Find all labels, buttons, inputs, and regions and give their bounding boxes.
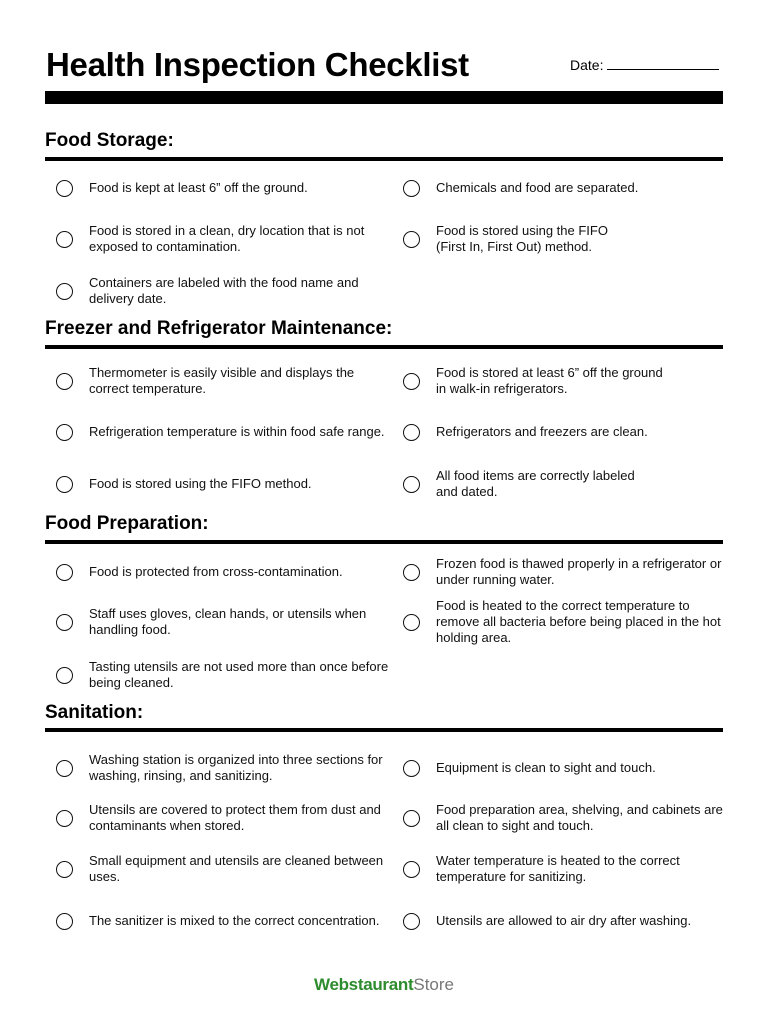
checklist-item-label: Water temperature is heated to the correct temperature for sanitizing. xyxy=(436,853,680,884)
checklist-item-label: Food is kept at least 6” off the ground. xyxy=(89,180,308,195)
checklist-item-label: Equipment is clean to sight and touch. xyxy=(436,760,656,775)
checklist-item[interactable] xyxy=(403,802,723,834)
checklist-item-label: Food is stored at least 6” off the ground in walk-in refrigerators. xyxy=(436,365,663,396)
checklist-item[interactable] xyxy=(56,606,396,638)
checklist-item[interactable] xyxy=(56,275,396,307)
title-divider-bar xyxy=(45,91,723,104)
checklist-item-label: Containers are labeled with the food name and delivery date. xyxy=(89,275,359,306)
brand-logo xyxy=(0,975,768,995)
checklist-item[interactable] xyxy=(403,423,723,441)
checkbox-circle-icon[interactable] xyxy=(56,283,73,300)
checklist-item[interactable] xyxy=(403,468,723,500)
checklist-item-label: Food is stored using the FIFO (First In, First Out) method. xyxy=(436,223,608,254)
checkbox-circle-icon[interactable] xyxy=(403,760,420,777)
date-label: Date: xyxy=(570,57,604,73)
checkbox-circle-icon[interactable] xyxy=(403,424,420,441)
checklist-item-label: Staff uses gloves, clean hands, or utensils when handling food. xyxy=(89,606,367,637)
checklist-item-label: All food items are correctly labeled and dated. xyxy=(436,468,635,499)
checkbox-circle-icon[interactable] xyxy=(403,564,420,581)
checklist-item[interactable] xyxy=(56,853,396,885)
checkbox-circle-icon[interactable] xyxy=(403,810,420,827)
checkbox-circle-icon[interactable] xyxy=(403,373,420,390)
checklist-item[interactable] xyxy=(403,365,723,397)
checklist-item[interactable] xyxy=(403,179,723,197)
section-heading: Sanitation: xyxy=(45,702,144,723)
section-rule xyxy=(45,157,723,161)
checklist-item-label: Chemicals and food are separated. xyxy=(436,180,639,195)
checklist-item-label: Refrigerators and freezers are clean. xyxy=(436,424,648,439)
checkbox-circle-icon[interactable] xyxy=(56,564,73,581)
checkbox-circle-icon[interactable] xyxy=(56,667,73,684)
checklist-item-label: Washing station is organized into three sections for washing, rinsing, and sanitizing. xyxy=(89,752,383,783)
checkbox-circle-icon[interactable] xyxy=(56,373,73,390)
checklist-item[interactable] xyxy=(403,912,723,930)
date-field[interactable] xyxy=(570,57,719,73)
checklist-item[interactable] xyxy=(403,598,723,646)
section-rule xyxy=(45,540,723,544)
section-heading: Freezer and Refrigerator Maintenance: xyxy=(45,318,393,339)
checklist-item[interactable] xyxy=(56,475,396,493)
checklist-item-label: The sanitizer is mixed to the correct concentration. xyxy=(89,913,380,928)
brand-logo-light: Store xyxy=(413,975,454,994)
checklist-item[interactable] xyxy=(56,563,396,581)
page-title: Health Inspection Checklist xyxy=(46,46,469,83)
checklist-item-label: Utensils are covered to protect them from dust and contaminants when stored. xyxy=(89,802,381,833)
checklist-item-label: Utensils are allowed to air dry after washing. xyxy=(436,913,692,928)
checkbox-circle-icon[interactable] xyxy=(56,614,73,631)
checklist-item-label: Thermometer is easily visible and displays the correct temperature. xyxy=(89,365,355,396)
date-blank-line xyxy=(607,57,719,70)
checklist-item[interactable] xyxy=(56,802,396,834)
checklist-item[interactable] xyxy=(403,556,723,588)
checkbox-circle-icon[interactable] xyxy=(403,861,420,878)
checkbox-circle-icon[interactable] xyxy=(56,424,73,441)
checkbox-circle-icon[interactable] xyxy=(403,614,420,631)
checkbox-circle-icon[interactable] xyxy=(403,913,420,930)
checklist-item[interactable] xyxy=(56,223,396,255)
checkbox-circle-icon[interactable] xyxy=(403,180,420,197)
checklist-item-label: Food is stored using the FIFO method. xyxy=(89,476,312,491)
checklist-item[interactable] xyxy=(56,912,396,930)
section-heading: Food Preparation: xyxy=(45,513,209,534)
checklist-item-label: Food is protected from cross-contamination. xyxy=(89,564,343,579)
checklist-item[interactable] xyxy=(56,423,396,441)
checkbox-circle-icon[interactable] xyxy=(56,810,73,827)
checklist-item-label: Refrigeration temperature is within food safe range. xyxy=(89,424,385,439)
checklist-item[interactable] xyxy=(56,752,396,784)
brand-logo-bold: Webstaurant xyxy=(314,975,414,994)
checklist-item-label: Frozen food is thawed properly in a refrigerator or under running water. xyxy=(436,556,722,587)
checklist-item-label: Food is stored in a clean, dry location that is not exposed to contamination. xyxy=(89,223,365,254)
checklist-item[interactable] xyxy=(56,365,396,397)
checklist-item-label: Food is heated to the correct temperature to remove all bacteria before being placed in the hot holding area. xyxy=(436,598,721,645)
checkbox-circle-icon[interactable] xyxy=(56,760,73,777)
checklist-item[interactable] xyxy=(56,179,396,197)
checklist-item[interactable] xyxy=(403,759,723,777)
checkbox-circle-icon[interactable] xyxy=(56,913,73,930)
checklist-item[interactable] xyxy=(56,659,396,691)
checkbox-circle-icon[interactable] xyxy=(56,231,73,248)
section-rule xyxy=(45,345,723,349)
checkbox-circle-icon[interactable] xyxy=(403,476,420,493)
checklist-item[interactable] xyxy=(403,853,723,885)
checklist-item-label: Tasting utensils are not used more than once before being cleaned. xyxy=(89,659,389,690)
checkbox-circle-icon[interactable] xyxy=(403,231,420,248)
checkbox-circle-icon[interactable] xyxy=(56,476,73,493)
checklist-item[interactable] xyxy=(403,223,723,255)
checklist-item-label: Food preparation area, shelving, and cabinets are all clean to sight and touch. xyxy=(436,802,723,833)
checkbox-circle-icon[interactable] xyxy=(56,861,73,878)
section-heading: Food Storage: xyxy=(45,130,174,151)
checklist-item-label: Small equipment and utensils are cleaned between uses. xyxy=(89,853,384,884)
section-rule xyxy=(45,728,723,732)
checkbox-circle-icon[interactable] xyxy=(56,180,73,197)
